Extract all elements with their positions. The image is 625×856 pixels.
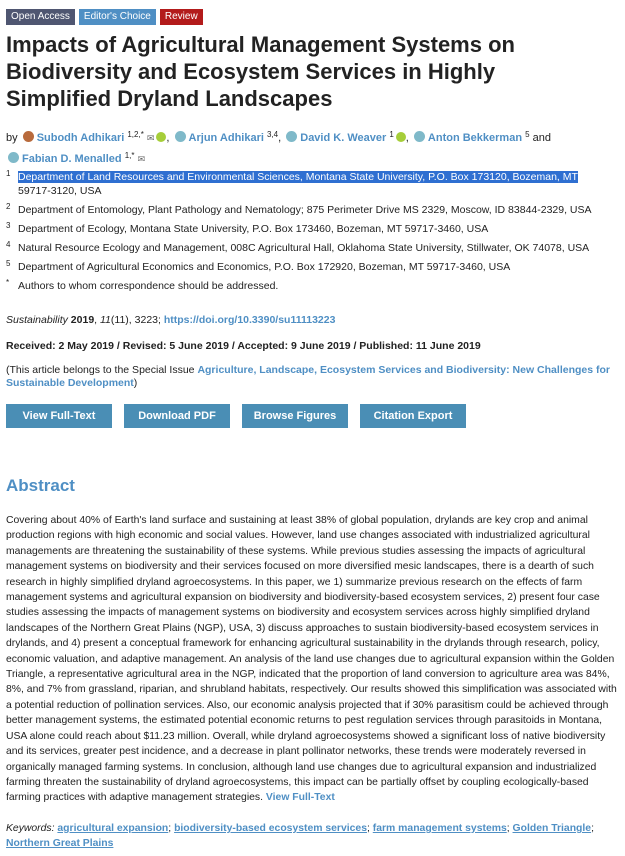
affiliation-text: Authors to whom correspondence should be addressed. <box>18 280 279 292</box>
article-badges <box>6 9 203 25</box>
orcid-icon[interactable] <box>156 132 166 142</box>
article-actions <box>6 404 466 428</box>
author-affiliation-sup: 5 <box>525 130 530 139</box>
author-link[interactable]: Fabian D. Menalled <box>22 153 122 165</box>
author-generic-icon <box>8 152 19 163</box>
journal-name: Sustainability <box>6 314 68 326</box>
keywords-label: Keywords: <box>6 823 55 834</box>
keyword-link[interactable]: agricultural expansion <box>57 823 169 834</box>
abstract-text: Covering about 40% of Earth's land surface and sustaining at least 38% of global population, drylands are key crop and animal production regions with high economic and social values. However, land use changes associated with industrialized agricultural managements are threatening the sustainability of these systems. While previous studies assessing the impacts of agricultural management systems on biodiversity and their services focused on more diversified mesic landscapes, there is a dearth of such research in highly simplified dryland agroecosystems. In this paper, we 1) summarize previous research on the effects of farm management systems and agricultural expansion on biodiversity and biodiversity-based ecosystem services, 2) present four case studies assessing the impacts of management systems on biodiversity and ecosystem services across highly simplified dryland landscapes of the Northern Great Plains (NGP), USA, 3) discuss approaches to sustain biodiversity-based ecosystem services in drylands, and 4) present a conceptual framework for enhancing agricultural sustainability in the drylands through research, policy, economic valuation, and adaptive management. An analysis of the land use changes due to agricultural expansion within the Golden Triangle, a representative agricultural area in the NGP, indicated that the proportion of land conversion to agriculture area was 84%, 8%, and 7% from grassland, riparian, and shrubland habitats, respectively. Our results showed this simplification was associated with a potential reduction of pollination services. Also, our economic analysis projected that if 30% parasitism could be achieved through better management systems, the estimated potential economic returns to pest regulation services through parasitoids in Montana, USA alone could reach about $11.23 million. Overall, while dryland agroecosystems showed a significant loss of native biodiversity and its services, greater pest incidence, and a decrease in plant pollinator networks, these trends were moderately reversed in organically managed farming systems. In conclusion, although land use changes due to agricultural expansion and industrialized farming threaten the sustainability of dryland agroecosystems, this impact can be partially offset by coupling ecologically-based farming practices with adaptive management strategies. <box>6 515 617 804</box>
author-generic-icon <box>175 131 186 142</box>
journal-volume: 11 <box>100 314 111 326</box>
author-link[interactable]: Subodh Adhikari <box>36 132 125 144</box>
author-link[interactable]: Anton Bekkerman <box>427 132 523 144</box>
affiliation-item <box>6 260 621 274</box>
download-pdf-button[interactable]: Download PDF <box>124 404 230 428</box>
affiliation-item <box>6 222 621 236</box>
affiliation-number: * <box>6 278 10 287</box>
abstract-full-text-link[interactable]: View Full-Text <box>265 792 335 804</box>
article-title: Impacts of Agricultural Management Systems on Biodiversity and Ecosystem Services in Highly Simplified Dryland Landscapes <box>6 32 515 111</box>
citation-line: Sustainability 2019, 11(11), 3223; https://doi.org/10.3390/su11113223 <box>6 314 336 326</box>
author-link[interactable]: Arjun Adhikari <box>188 132 264 144</box>
abstract-heading: Abstract <box>6 476 75 495</box>
special-issue-prefix: (This article belongs to the Special Issue <box>6 364 198 376</box>
affiliation-text: Department of Ecology, Montana State University, P.O. Box 173460, Bozeman, MT 59717-3460, USA <box>18 223 489 235</box>
keyword-link[interactable]: biodiversity-based ecosystem services <box>174 823 367 834</box>
affiliation-item <box>6 203 621 217</box>
author-generic-icon <box>286 131 297 142</box>
author-link[interactable]: David K. Weaver <box>300 132 387 144</box>
author-photo-icon <box>23 131 34 142</box>
keyword-link[interactable]: Golden Triangle <box>512 823 592 834</box>
affiliation-text: Natural Resource Ecology and Management, 008C Agricultural Hall, Oklahoma State University, Stillwater, OK 74078, USA <box>18 242 590 254</box>
email-icon[interactable]: ✉ <box>137 154 146 164</box>
and-label: and <box>532 132 551 144</box>
author-generic-icon <box>414 131 425 142</box>
keyword-link[interactable]: Northern Great Plains <box>6 838 114 850</box>
editors-choice-badge[interactable]: Editor's Choice <box>79 9 156 25</box>
affiliation-text: Department of Agricultural Economics and Economics, P.O. Box 172920, Bozeman, MT 59717-3460, USA <box>18 261 511 273</box>
journal-issue-pages: (11), 3223; <box>110 314 161 326</box>
affiliation-text: Department of Entomology, Plant Pathology and Nematology; 875 Perimeter Drive MS 2329, Moscow, ID 83844-2329, USA <box>18 204 592 216</box>
affiliation-number: 4 <box>6 240 11 249</box>
abstract-body <box>6 513 618 806</box>
affiliation-item <box>6 241 621 255</box>
special-issue-link[interactable]: Agriculture, Landscape, Ecosystem Services and Biodiversity: New Challenges for Sustainable Development <box>6 364 610 389</box>
author-affiliation-sup: 1,* <box>124 151 135 160</box>
keywords: Keywords: agricultural expansion; biodiversity-based ecosystem services; farm management systems; Golden Triangle; Northern Great Plains <box>6 823 594 850</box>
keyword-link[interactable]: farm management systems <box>372 823 507 834</box>
view-full-text-button[interactable]: View Full-Text <box>6 404 112 428</box>
author-list: by Subodh Adhikari $^{1,2,*}$ ✉ , Arjun Adhikari $^{3,4}$, David K. Weaver $^1$ , Anton Bekkerman $^5$ and Fabian D. Menalled $^{1,*}$ ✉ <box>6 130 551 165</box>
orcid-icon[interactable] <box>396 132 406 142</box>
email-icon[interactable]: ✉ <box>146 133 155 143</box>
special-issue-note <box>6 364 625 390</box>
affiliation-number: 5 <box>6 259 11 268</box>
affiliation-number: 2 <box>6 202 11 211</box>
publication-dates: Received: 2 May 2019 / Revised: 5 June 2019 / Accepted: 9 June 2019 / Published: 11 June 2019 <box>6 340 481 352</box>
affiliation-text: Department of Land Resources and Environmental Sciences, Montana State University, P.O. Box 173120, Bozeman, MT <box>18 171 578 183</box>
author-affiliation-sup: 3,4 <box>267 130 279 139</box>
affiliations <box>6 170 621 298</box>
by-label: by <box>6 132 18 144</box>
author-affiliation-sup: 1,2,* <box>127 130 144 139</box>
special-issue-suffix: ) <box>133 377 138 389</box>
author-affiliation-sup: 1 <box>389 130 394 139</box>
open-access-badge[interactable]: Open Access <box>6 9 75 25</box>
doi-link[interactable]: https://doi.org/10.3390/su11113223 <box>163 314 336 326</box>
affiliation-text-cont: 59717-3120, USA <box>18 185 102 197</box>
affiliation-number: 3 <box>6 221 11 230</box>
citation-export-button[interactable]: Citation Export <box>360 404 466 428</box>
review-badge[interactable]: Review <box>160 9 203 25</box>
journal-year: 2019 <box>70 314 95 326</box>
browse-figures-button[interactable]: Browse Figures <box>242 404 348 428</box>
affiliation-number: 1 <box>6 169 11 178</box>
affiliation-item <box>6 279 621 293</box>
affiliation-item <box>6 170 621 198</box>
